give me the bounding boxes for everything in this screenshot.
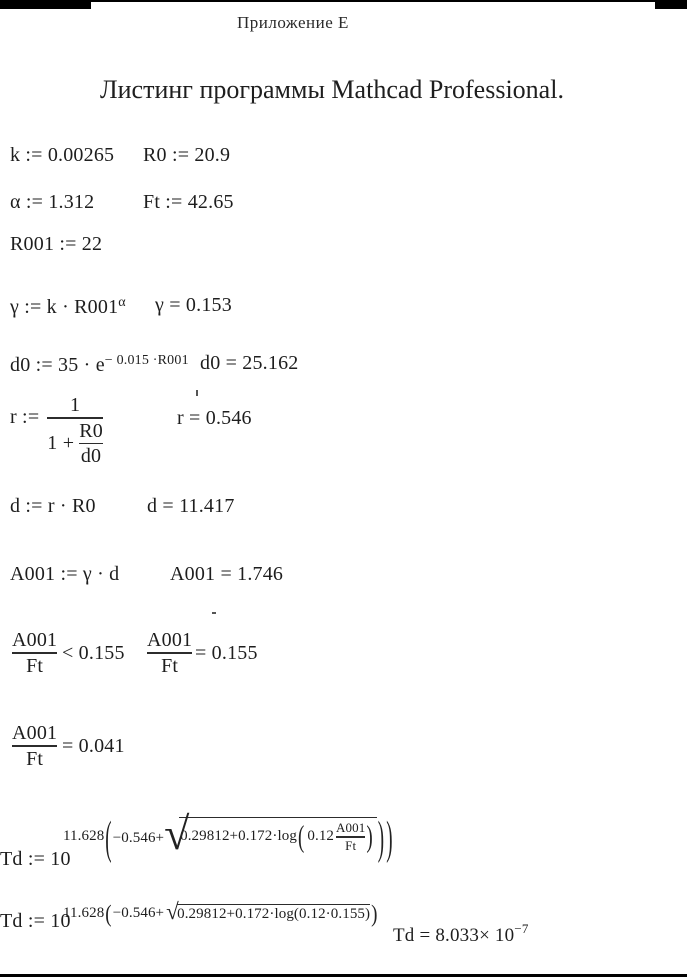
equation-R0-def: R0 := 20.9 — [143, 144, 231, 166]
equation-Td-result — [393, 918, 529, 947]
close-paren: ) — [386, 813, 393, 865]
scan-top-right-mark — [655, 0, 687, 9]
Td-result-base: Td = 8.033× 10 — [393, 925, 515, 946]
radicand — [179, 817, 377, 853]
scan-speck — [196, 390, 198, 396]
inner-fraction — [336, 821, 365, 853]
exponent-prefix: −0.546+ — [112, 905, 165, 922]
Td-result-exponent: −7 — [514, 921, 529, 936]
fraction-bar — [12, 652, 57, 654]
radicand-text: 0.29812+0.172·log — [180, 828, 297, 845]
square-root — [166, 899, 371, 925]
scan-speck — [212, 612, 216, 614]
ratio-comparison: = 0.155 — [195, 642, 258, 664]
open-paren: ( — [105, 813, 112, 865]
fraction-bar — [79, 443, 103, 445]
fraction-bar — [147, 652, 192, 654]
inner-fraction-numerator: R0 — [79, 419, 103, 442]
d0-def-base: d0 := 35 · e — [10, 354, 105, 376]
equation-alpha-def: α := 1.312 — [10, 191, 95, 213]
equation-d-result: d = 11.417 — [147, 495, 235, 517]
inner-fraction-denominator: d0 — [80, 445, 102, 467]
equation-Ft-def: Ft := 42.65 — [143, 191, 234, 213]
scan-top-left-mark — [0, 0, 91, 9]
equation-r-def — [10, 394, 103, 467]
equation-d-def: d := r · R0 — [10, 495, 96, 517]
appendix-label: Приложение Е — [237, 13, 349, 32]
inner-fraction-numerator: A001 — [336, 820, 366, 836]
r-fraction-numerator: 1 — [70, 394, 81, 416]
equation-Td-def-exponent — [63, 810, 394, 868]
ratio-fraction — [147, 629, 192, 677]
equation-A001-def: A001 := γ · d — [10, 563, 120, 585]
equation-A001-result: A001 = 1.746 — [170, 563, 284, 585]
ratio-fraction — [12, 722, 57, 770]
equation-R001-def: R001 := 22 — [10, 233, 103, 255]
ratio-numerator: A001 — [147, 629, 193, 651]
equation-gamma-def — [10, 292, 126, 318]
fraction-bar — [12, 745, 57, 747]
inner-factor: 0.12 — [307, 828, 335, 845]
r-def-fraction — [47, 394, 103, 467]
ratio-denominator: Ft — [26, 747, 44, 770]
inner-fraction-denominator: Ft — [345, 837, 357, 853]
ratio-numerator: A001 — [12, 722, 58, 744]
exponent-coefficient: 11.628 — [63, 827, 105, 844]
denominator-prefix: 1 + — [47, 431, 75, 454]
r-def-lhs: r := — [10, 406, 40, 428]
gamma-def-base: γ := k · R001 — [10, 296, 119, 318]
open-paren: ( — [105, 900, 112, 928]
equation-Td-def2-exponent — [63, 901, 379, 927]
ratio-denominator: Ft — [26, 654, 44, 677]
ratio-comparison: < 0.155 — [62, 642, 125, 664]
ratio-denominator: Ft — [161, 654, 179, 677]
close-paren: ) — [366, 820, 373, 854]
equation-d0-result: d0 = 25.162 — [200, 352, 299, 374]
close-paren: ) — [371, 900, 378, 928]
equation-r-result: r = 0.546 — [177, 407, 252, 429]
r-fraction-denominator — [47, 420, 103, 468]
open-paren: ( — [297, 820, 305, 854]
scan-top-edge-line — [0, 0, 687, 2]
close-paren: ) — [377, 813, 385, 865]
radicand-text: 0.29812+0.172·log(0.12·0.155) — [177, 906, 371, 923]
equation-gamma-result: γ = 0.153 — [155, 294, 232, 316]
equation-Td-def2-base: Td := 10 — [0, 910, 71, 932]
square-root — [164, 808, 377, 860]
document-title: Листинг программы Mathcad Professional. — [100, 75, 564, 104]
inner-fraction — [79, 420, 103, 468]
equation-k-def: k := 0.00265 — [10, 144, 115, 166]
radical-sign: √ — [166, 899, 179, 925]
fraction-bar — [47, 417, 103, 419]
radical-sign: √ — [164, 808, 190, 860]
ratio-numerator: A001 — [12, 629, 58, 651]
equation-Td-def-base: Td := 10 — [0, 848, 71, 870]
gamma-def-exponent: α — [118, 295, 126, 310]
exponent-coefficient: 11.628 — [63, 905, 105, 922]
scan-bottom-edge-line — [0, 974, 687, 977]
d0-def-exponent: − 0.015 ·R001 — [104, 353, 189, 368]
exponent-prefix: −0.546+ — [112, 830, 165, 847]
ratio-comparison: = 0.041 — [62, 735, 125, 757]
ratio-fraction — [12, 629, 57, 677]
equation-d0-def — [10, 350, 189, 376]
